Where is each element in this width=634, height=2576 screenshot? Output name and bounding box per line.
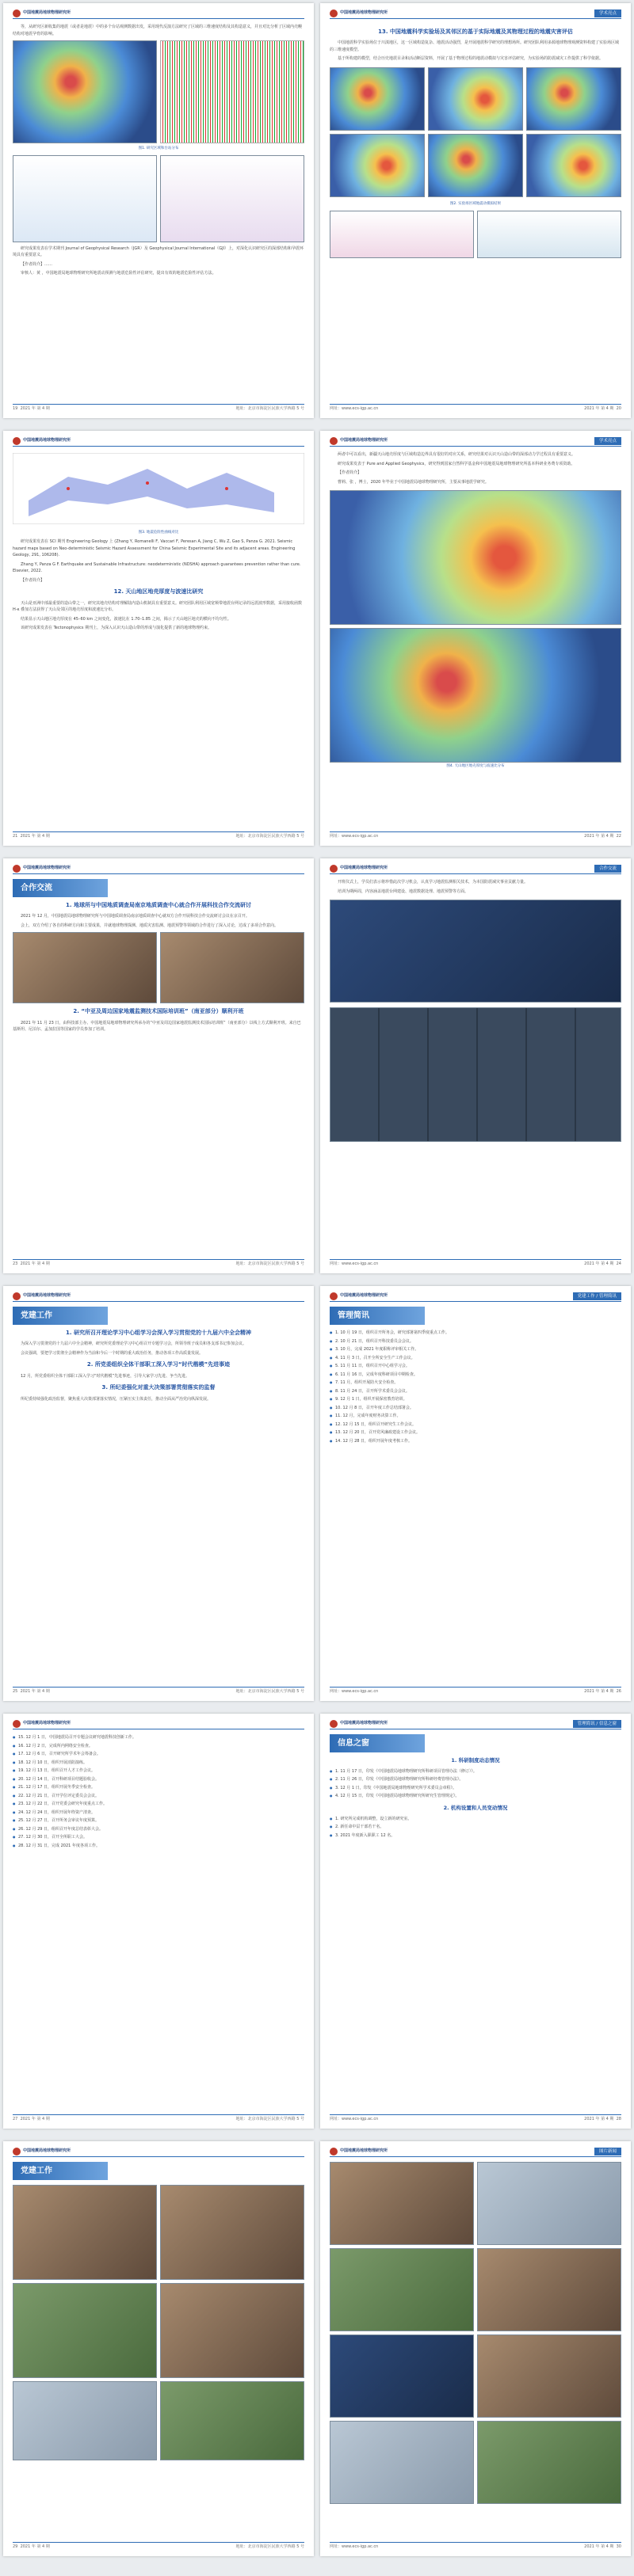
paragraph: 2021 年 12 月，中国地震局地球物理研究所与中国地质调查局南京地质调查中心就双方合作开展科技合作交流研讨会议在京召开。 [21, 914, 250, 919]
list-item: ● 26. 12 月 29 日，组织召开年度总结表彰大会。 [13, 1826, 304, 1833]
article-title: 1. 研究所召开理论学习中心组学习会深入学习贯彻党的十九届六中全会精神 [66, 1330, 251, 1336]
page-30 [320, 2141, 631, 2556]
spread-5 [0, 1710, 634, 2132]
news-photo [477, 2334, 621, 2418]
logo: 中国地震局地球物理研究所 [13, 436, 71, 445]
list-item: ● 6. 11 月 16 日，完成年度科研项目中期检查。 [330, 1372, 621, 1379]
seal-icon [13, 1292, 21, 1300]
list-item: ● 3. 10 月，完成 2021 年度职称评审相关工作。 [330, 1346, 621, 1353]
list-item: ● 3. 12 月 1 日，印发《中国地震局地球物理研究所学术委员会章程》。 [330, 1785, 621, 1792]
logo: 中国地震局地球物理研究所 [330, 2147, 388, 2156]
figure-caption: 图2. 实验场区域地震动模拟结果 [449, 201, 502, 206]
section-tag: 管理简讯 / 信息之窗 [573, 1720, 621, 1728]
list-item: ● 16. 12 月 2 日，完成所内网络安全检查。 [13, 1743, 304, 1750]
seal-icon [330, 865, 338, 873]
page-27 [3, 1714, 314, 2129]
depth-profile-figure [13, 155, 157, 242]
section-tag: 学术亮点 [594, 437, 621, 445]
list-item: ● 22. 12 月 21 日，召开学位评定委员会会议。 [13, 1793, 304, 1800]
list-item: ● 7. 11 月，组织开展防火安全检查。 [330, 1379, 621, 1387]
page-footer: 21 2021 年 第 4 期 地址：北京市海淀区民族大学西路 5 号 [13, 831, 304, 839]
list-item: ● 17. 12 月 6 日，召开研究所学术年会筹备会。 [13, 1751, 304, 1758]
page-25 [3, 1286, 314, 1701]
section-tag: 学术亮点 [594, 10, 621, 17]
page-21 [3, 431, 314, 846]
list-item: ● 8. 11 月 24 日，召开所学术委员会会议。 [330, 1388, 621, 1395]
list-item: ● 4. 12 月 15 日，印发《中国地震局地球物理研究所研究生管理规定》。 [330, 1793, 621, 1800]
page-header [330, 436, 621, 447]
page-footer: 网址：www.ecs-igp.ac.cn 2021 年 第 4 期 28 [330, 2114, 621, 2122]
list-item: ● 15. 12 月 1 日，中国地震局召开专题会议研究地震科技创新工作。 [13, 1734, 304, 1741]
news-photo [330, 2334, 474, 2418]
page-footer: 19 2021 年 第 4 期 地址：北京市海淀区民族大学西路 5 号 [13, 404, 304, 412]
map-figure [330, 67, 425, 131]
page-footer: 网址：www.ecs-igp.ac.cn 2021 年 第 4 期 26 [330, 1687, 621, 1695]
vpvs-map [330, 628, 621, 763]
paragraph: 等，从研究区新收集的地震（或者是地震）中的多个台站观测数据出发，采用现代反演方法研究了区域的三维速度结构及其构造意义，并且对比分析了区域内壳幔结构对地震孕育的影响。 [13, 25, 303, 36]
subsection-title: 1. 科研制度动态情况 [451, 1757, 500, 1764]
list-item: ● 2. 11 月 26 日，印发《中国地震局地球物理研究所科研经费管理办法》。 [330, 1776, 621, 1783]
page-header [13, 863, 304, 874]
list-item: ● 18. 12 月 10 日，组织开展消防演练。 [13, 1760, 304, 1767]
seal-icon [13, 2148, 21, 2156]
page-29 [3, 2141, 314, 2556]
list-item: ● 19. 12 月 13 日，组织召开人才工作会议。 [13, 1767, 304, 1775]
page-23 [3, 858, 314, 1273]
logo: 中国地震局地球物理研究所 [330, 436, 388, 445]
section-band: 合作交流 [13, 879, 108, 897]
meeting-photo [13, 932, 157, 1003]
paragraph: 研究成果发表在学术期刊 Journal of Geophysical Research（JGR）及 Geophysical Journal International（GJI）上，对深化认识研究区的深部结构和孕震环境具有重要意义。 [13, 245, 304, 258]
page-header [13, 2146, 304, 2157]
spectrum-figure [477, 211, 621, 258]
logo: 中国地震局地球物理研究所 [13, 1719, 71, 1728]
figure-caption: 图1. 研究区域和台站分布 [138, 146, 179, 150]
spread-6 [0, 2138, 634, 2559]
page-header [330, 1291, 621, 1302]
logo: 中国地震局地球物理研究所 [330, 864, 388, 873]
list-item: ● 27. 12 月 30 日，召开全所职工大会。 [13, 1834, 304, 1841]
logo: 中国地震局地球物理研究所 [13, 1292, 71, 1300]
page-header [330, 1718, 621, 1729]
seal-icon [330, 10, 338, 17]
paragraph: 开班仪式上，学员们表示将珍惜此次学习机会，认真学习地震监测相关技术，为本国防震减灾事业贡献力量。 [338, 880, 529, 885]
party-event-photo [13, 2185, 157, 2280]
news-photo [330, 2162, 474, 2245]
page-footer: 29 2021 年 第 4 期 地址：北京市海淀区民族大学西路 5 号 [13, 2542, 304, 2550]
map-figure [526, 67, 621, 131]
list-item: ● 23. 12 月 22 日，召开党委会研究年度重点工作。 [13, 1801, 304, 1808]
paragraph: 审核人：黄 ，中国地震局地球物理研究所地震动预测与地震危险性评估研究，提出有效的地震危险性评估方法。 [21, 271, 216, 276]
paragraph: 曹莉、张 ，博士，2020 年毕业于中国地震局地球物理研究所，主要从事地震学研究。 [338, 479, 489, 485]
party-event-photo [13, 2283, 157, 2378]
map-figure [526, 134, 621, 197]
article-title: 3. 所纪委强化对重大决策部署贯彻落实的监督 [101, 1384, 216, 1391]
article-title: 2. “中亚及周边国家地震监测技术国际培训班”（南亚部分）顺利开班 [73, 1008, 244, 1015]
seal-icon [13, 865, 21, 873]
logo: 中国地震局地球物理研究所 [330, 1292, 388, 1300]
paragraph: 两者中可以看出，新疆天山地壳厚度与区域构造边界具有很好的对应关系，研究结果对认识天山造山带的深部动力学过程具有重要意义。 [338, 452, 576, 457]
training-ceremony-photo [330, 900, 621, 1003]
crust-thickness-map [330, 490, 621, 625]
news-photo [330, 2248, 474, 2331]
spread-1 [0, 0, 634, 421]
paragraph: 中国地震科学实验场位于川滇地区，这一区域构造复杂、地震活动强烈，是开展地震科学研究的理想场所。研究团队利用多源地球物理观测资料构建了实验场区域的三维速度模型。 [330, 40, 620, 52]
hazard-chart [13, 453, 304, 524]
paragraph: 会上，双方介绍了各自的科研方向和主要成果，并就地球物理探测、地质灾害监测、地震预警等领域的合作进行了深入讨论，达成了多项合作意向。 [21, 923, 279, 928]
list-item: ● 24. 12 月 24 日，组织开展年终资产清查。 [13, 1809, 304, 1817]
paragraph: 会议强调，要把学习贯彻全会精神作为当前和今后一个时期的重大政治任务，推动各项工作高质量发展。 [21, 1350, 204, 1356]
paragraph: 培训为期两周，内容涵盖地震台网建设、地震数据处理、地震预警等方面。 [338, 888, 469, 894]
paragraph: 【作者简介】 [338, 470, 362, 475]
map-figure [330, 134, 425, 197]
spread-4 [0, 1283, 634, 1704]
list-item: ● 14. 12 月 28 日，组织开展年度考核工作。 [330, 1438, 621, 1445]
page-22 [320, 431, 631, 846]
page-footer: 网址：www.ecs-igp.ac.cn 2021 年 第 4 期 24 [330, 1259, 621, 1267]
velocity-profile-figure [160, 155, 304, 242]
paragraph: 2021 年 11 月 23 日，由科技部主办、中国地震局地球物理研究所承办的“中亚及周边国家地震监测技术国际培训班”（南亚部分）以线上方式顺利开班。来自巴基斯坦、尼泊尔、孟加拉国等国家的学员参加了培训。 [13, 1020, 301, 1033]
info-list [330, 1816, 621, 1840]
section-tag: 党建工作 / 管理简讯 [573, 1292, 621, 1300]
section-tag: 图片新闻 [594, 2148, 621, 2156]
logo: 中国地震局地球物理研究所 [330, 9, 388, 17]
news-photo [477, 2162, 621, 2245]
list-item: ● 3. 2021 年度新入职职工 12 名。 [330, 1832, 621, 1840]
page-header [330, 8, 621, 19]
page-28 [320, 1714, 631, 2129]
list-item: ● 28. 12 月 31 日，完成 2021 年度各项工作。 [13, 1843, 304, 1850]
paragraph: 研究成果发表于 Pure and Applied Geophysics，研究得到国家自然科学基金和中国地震局地球物理研究所基本科研业务费专项资助。 [338, 461, 575, 466]
list-item: ● 1. 研究所完成机构调整，设立新的研究室。 [330, 1816, 621, 1823]
map-figure [428, 67, 523, 131]
paragraph: 12 月，所党委组织全体干部职工深入学习“时代楷模”先进事迹，引导大家学习先进、争当先进。 [21, 1373, 190, 1379]
party-event-photo [13, 2381, 157, 2460]
section-band: 党建工作 [13, 1307, 108, 1325]
seal-icon [330, 2148, 338, 2156]
seal-icon [330, 1720, 338, 1728]
seal-icon [330, 437, 338, 445]
seal-icon [330, 1292, 338, 1300]
news-photo [477, 2248, 621, 2331]
party-event-photo [160, 2381, 304, 2460]
page-24 [320, 858, 631, 1273]
article-title: 1. 地球所与中国地质调查局南京地质调查中心就合作开展科技合作交流研讨 [66, 902, 251, 908]
seal-icon [13, 1720, 21, 1728]
page-footer: 25 2021 年 第 4 期 地址：北京市海淀区民族大学西路 5 号 [13, 1687, 304, 1695]
mgmt-list [330, 1330, 621, 1444]
section-tag: 合作交流 [594, 865, 621, 873]
section-band: 信息之窗 [330, 1734, 425, 1752]
info-list [330, 1768, 621, 1800]
spectrum-figure [330, 211, 474, 258]
article-title: 13. 中国地震科学实验场及其邻区的基于实际地震及其物理过程的地震灾害评估 [378, 29, 573, 35]
party-event-photo [160, 2185, 304, 2280]
page-footer: 网址：www.ecs-igp.ac.cn 2021 年 第 4 期 20 [330, 404, 621, 412]
list-item: ● 12. 12 月 15 日，组织召开研究生工作会议。 [330, 1421, 621, 1429]
logo: 中国地震局地球物理研究所 [330, 1719, 388, 1728]
section-band: 管理简讯 [330, 1307, 425, 1325]
paragraph: 所纪委持续强化政治监督，聚焦重大决策部署落实情况，压紧压实主体责任，推动全面从严治党向纵深发展。 [21, 1396, 212, 1402]
page-26 [320, 1286, 631, 1701]
list-item: ● 1. 10 月 19 日，组织召开所务会，研究部署第四季度重点工作。 [330, 1330, 621, 1337]
spread-2 [0, 428, 634, 849]
page-header [13, 1718, 304, 1729]
paragraph: 该研究成果发表在 Tectonophysics 期刊上，为深入认识天山造山带的形成与演化提供了新的地球物理约束。 [21, 626, 212, 631]
seal-icon [13, 437, 21, 445]
page-footer: 网址：www.ecs-igp.ac.cn 2021 年 第 4 期 30 [330, 2542, 621, 2550]
news-photo [477, 2421, 621, 2504]
page-header [330, 863, 621, 874]
meeting-photo [160, 932, 304, 1003]
list-item: ● 4. 11 月 3 日，召开全所安全生产工作会议。 [330, 1355, 621, 1362]
map-figure [428, 134, 523, 197]
map-figure [13, 40, 157, 143]
logo: 中国地震局地球物理研究所 [13, 2147, 71, 2156]
article-title: 2. 所党委组织全体干部职工深入学习“时代楷模”先进事迹 [86, 1361, 231, 1368]
paragraph: 【作者简介】…… [21, 261, 53, 267]
page-header [13, 436, 304, 447]
page-header [13, 8, 304, 19]
party-event-photo [160, 2283, 304, 2378]
page-footer: 23 2021 年 第 4 期 地址：北京市海淀区民族大学西路 5 号 [13, 1259, 304, 1267]
page-header [330, 2146, 621, 2157]
list-item: ● 21. 12 月 17 日，组织开展冬季安全检查。 [13, 1784, 304, 1791]
seal-icon [13, 10, 21, 17]
page-header [13, 1291, 304, 1302]
paragraph: 天山是亚洲中部最重要的造山带之一，研究其地壳结构对理解陆内造山机制具有重要意义。研究团队利用区域宽频带地震台网记录的远震波形数据，采用接收函数 H-κ 叠加方法获得了天山及邻区的地壳厚度和波速比分布。 [13, 600, 303, 613]
news-photo [330, 2421, 474, 2504]
paragraph: 结果显示天山地区地壳厚度在 45–60 km 之间变化，波速比在 1.70–1.85 之间，揭示了天山地区地壳的横向不均匀性。 [21, 616, 231, 622]
article-title: 12. 天山地区地壳厚度与波速比研究 [113, 588, 204, 595]
seismogram-figure [160, 40, 304, 143]
list-item: ● 20. 12 月 14 日，召开科研项目结题验收会。 [13, 1776, 304, 1783]
mgmt-list [13, 1734, 304, 1849]
page-footer: 网址：www.ecs-igp.ac.cn 2021 年 第 4 期 22 [330, 831, 621, 839]
figure-caption: 图3. 地震危险性曲线对比 [138, 530, 179, 535]
paragraph: 研究成果发表在 SCI 期刊 Engineering Geology 上 (Zhang Y, Romanelli F, Vaccari F, Peresan A, Jiang C, Wu Z, Gao S, Panza G. 2021. Seismic hazard maps based on Neo-deterministic Seismic Hazard Assessment for China Seismic Experimental Site and its adjacent areas. Engineering Geology, 291, 106208). [13, 539, 296, 558]
subsection-title: 2. 机构设置和人员变动情况 [443, 1804, 508, 1811]
video-conference-screenshot [330, 1007, 621, 1142]
paragraph: 为深入学习贯彻党的十九届六中全会精神，研究所党委理论学习中心组召开专题学习会，所领导班子成员和各支部书记参加会议。 [21, 1341, 247, 1347]
list-item: ● 25. 12 月 27 日，召开所务会审议年度预算。 [13, 1817, 304, 1825]
figure-caption: 图4. 天山地区地壳厚度与波速比分布 [446, 764, 505, 768]
page-19 [3, 3, 314, 418]
paragraph: 基于所构建的模型，结合历史地震目录和活动断层资料，开展了基于物理过程的地震动模拟与灾害评估研究，为实验场的防震减灾工作提供了科学依据。 [338, 56, 604, 62]
list-item: ● 9. 12 月 1 日，组织开展保密教育培训。 [330, 1396, 621, 1403]
paragraph: Zhang Y, Panza G F. Earthquake and Sustainable Infrastructure: neodeterministic (NDSHA) approach guarantees prevention rather than cure. Elsevier, 2022. [13, 561, 301, 574]
logo: 中国地震局地球物理研究所 [13, 9, 71, 17]
section-band: 党建工作 [13, 2162, 108, 2180]
list-item: ● 13. 12 月 20 日，召开党风廉政建设工作会议。 [330, 1429, 621, 1436]
page-20 [320, 3, 631, 418]
list-item: ● 11. 12 月，完成年度财务决算工作。 [330, 1413, 621, 1420]
paragraph: 【作者简介】 [21, 577, 45, 583]
logo: 中国地震局地球物理研究所 [13, 864, 71, 873]
list-item: ● 1. 11 月 17 日，印发《中国地震局地球物理研究所科研项目管理办法（修订）》。 [330, 1768, 621, 1775]
spread-3 [0, 855, 634, 1277]
list-item: ● 2. 10 月 21 日，组织召开科技委员会会议。 [330, 1338, 621, 1345]
list-item: ● 5. 11 月 11 日，组织召开中心组学习会。 [330, 1363, 621, 1370]
page-footer: 27 2021 年 第 4 期 地址：北京市海淀区民族大学西路 5 号 [13, 2114, 304, 2122]
list-item: ● 10. 12 月 8 日，召开年度工作总结部署会。 [330, 1405, 621, 1412]
list-item: ● 2. 新任命中层干部若干名。 [330, 1824, 621, 1831]
